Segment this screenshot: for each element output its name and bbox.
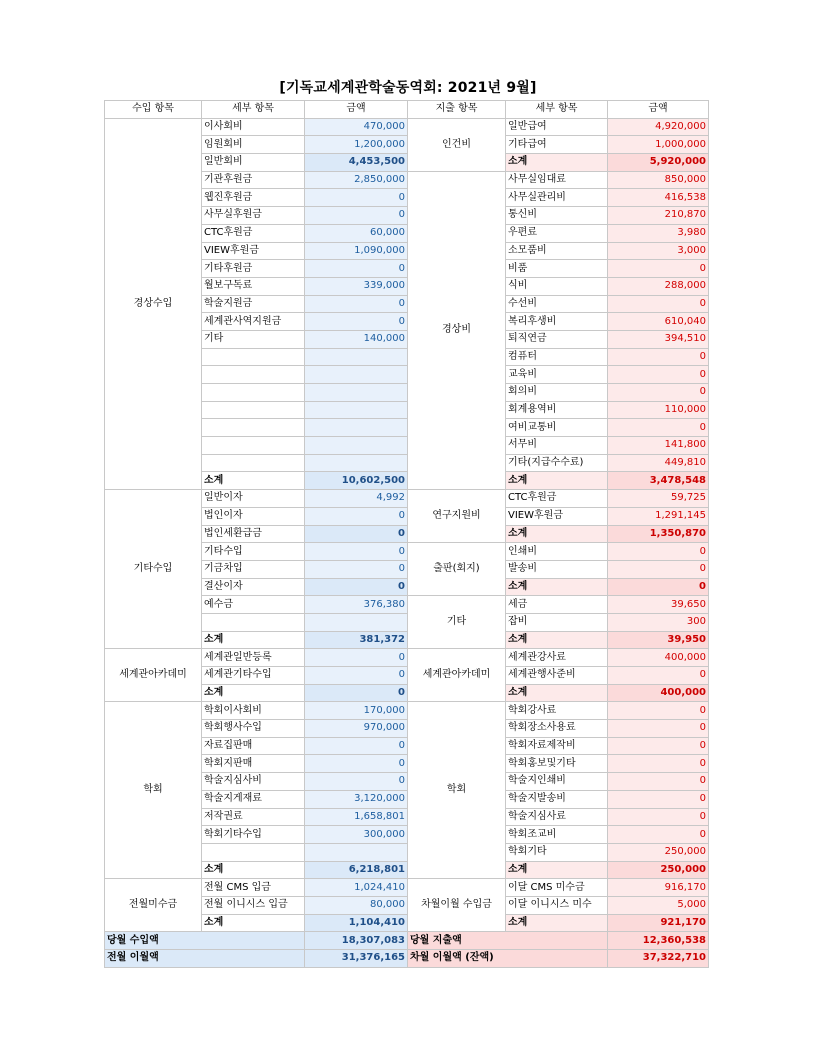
expense-amount: 916,170 [608,879,709,897]
expense-detail: 잡비 [506,613,608,631]
expense-detail: 소모품비 [506,242,608,260]
expense-amount: 141,800 [608,437,709,455]
income-detail: 웹진후원금 [202,189,305,207]
income-detail: 학회행사수입 [202,720,305,738]
income-amount [305,419,408,437]
income-detail: 기타후원금 [202,260,305,278]
expense-amount: 1,350,870 [608,525,709,543]
income-amount: 0 [305,578,408,596]
income-detail: 학술지심사비 [202,773,305,791]
income-detail: 소계 [202,472,305,490]
income-amount: 80,000 [305,896,408,914]
income-amount: 170,000 [305,702,408,720]
expense-amount: 394,510 [608,330,709,348]
income-detail [202,348,305,366]
income-detail: 학회이사회비 [202,702,305,720]
header-row [105,101,709,119]
expense-detail: 퇴직연금 [506,330,608,348]
income-detail: 세계관사역지원금 [202,313,305,331]
header-expense-category: 지출 항목 [408,101,506,119]
expense-detail: 학회조교비 [506,826,608,844]
expense-amount: 0 [608,260,709,278]
expense-detail: 우편료 [506,224,608,242]
income-amount: 0 [305,313,408,331]
expense-amount: 210,870 [608,207,709,225]
expense-amount: 59,725 [608,490,709,508]
expense-amount: 0 [608,578,709,596]
expense-amount: 0 [608,720,709,738]
budget-table [104,100,709,968]
expense-amount: 0 [608,702,709,720]
income-detail: 소계 [202,684,305,702]
expense-detail: 소계 [506,914,608,932]
income-detail [202,401,305,419]
expense-detail: 학술지인쇄비 [506,773,608,791]
expense-detail: 학회기타 [506,843,608,861]
income-amount: 1,658,801 [305,808,408,826]
income-amount: 60,000 [305,224,408,242]
expense-detail: 학회강사료 [506,702,608,720]
expense-amount: 0 [608,348,709,366]
expense-amount: 300 [608,613,709,631]
income-detail: 사무실후원금 [202,207,305,225]
expense-detail: 세계관강사료 [506,649,608,667]
expense-amount: 250,000 [608,843,709,861]
expense-amount: 1,291,145 [608,507,709,525]
income-detail: 소계 [202,914,305,932]
income-detail [202,454,305,472]
expense-detail: 소계 [506,525,608,543]
expense-detail: 소계 [506,154,608,172]
expense-amount: 5,920,000 [608,154,709,172]
income-amount: 1,090,000 [305,242,408,260]
expense-detail: 사무실관리비 [506,189,608,207]
expense-detail: 일반급여 [506,118,608,136]
expense-amount: 0 [608,808,709,826]
income-amount: 970,000 [305,720,408,738]
income-category: 경상수입 [105,118,202,489]
expense-amount: 850,000 [608,171,709,189]
expense-detail: 소계 [506,578,608,596]
income-amount: 0 [305,189,408,207]
expense-category: 기타 [408,596,506,649]
header-expense-detail: 세부 항목 [506,101,608,119]
income-detail: 기관후원금 [202,171,305,189]
income-amount: 0 [305,684,408,702]
page-title: [기독교세계관학술동역회: 2021년 9월] [279,80,537,96]
expense-detail: 기타급여 [506,136,608,154]
income-detail [202,419,305,437]
income-category: 세계관아카데미 [105,649,202,702]
expense-detail: 발송비 [506,560,608,578]
expense-detail: 서무비 [506,437,608,455]
expense-total-value: 12,360,538 [608,932,709,950]
income-amount: 470,000 [305,118,408,136]
table-row [105,702,709,720]
expense-amount: 0 [608,667,709,685]
income-detail [202,437,305,455]
expense-amount: 0 [608,384,709,402]
income-amount [305,613,408,631]
income-total-value: 31,376,165 [305,950,408,968]
income-detail: 법인이자 [202,507,305,525]
income-detail: 일반회비 [202,154,305,172]
expense-total-value: 37,322,710 [608,950,709,968]
income-detail: 세계관기타수입 [202,667,305,685]
expense-detail: 세계관행사준비 [506,667,608,685]
income-amount [305,437,408,455]
total-row [105,950,709,968]
income-amount [305,401,408,419]
income-detail: 결산이자 [202,578,305,596]
income-amount: 0 [305,773,408,791]
income-detail: 기타 [202,330,305,348]
income-amount: 0 [305,207,408,225]
expense-detail: 학회홍보및기타 [506,755,608,773]
income-detail: 임원회비 [202,136,305,154]
expense-detail: VIEW후원금 [506,507,608,525]
expense-amount: 921,170 [608,914,709,932]
expense-detail: 소계 [506,684,608,702]
income-detail: 일반이자 [202,490,305,508]
expense-amount: 0 [608,543,709,561]
expense-amount: 416,538 [608,189,709,207]
income-amount: 0 [305,667,408,685]
income-amount: 339,000 [305,277,408,295]
income-detail: 학술지게재료 [202,790,305,808]
expense-amount: 0 [608,790,709,808]
header-income-amount: 금액 [305,101,408,119]
income-detail: 기금차입 [202,560,305,578]
income-amount: 0 [305,295,408,313]
income-detail: 월보구독료 [202,277,305,295]
income-detail: 저작권료 [202,808,305,826]
income-amount: 0 [305,560,408,578]
income-detail: 자료집판매 [202,737,305,755]
table-row [105,879,709,897]
expense-amount: 39,950 [608,631,709,649]
expense-detail: 회계용역비 [506,401,608,419]
expense-detail: 복리후생비 [506,313,608,331]
income-amount: 0 [305,525,408,543]
income-detail [202,613,305,631]
expense-amount: 0 [608,419,709,437]
expense-amount: 250,000 [608,861,709,879]
income-detail [202,384,305,402]
income-total-label: 전월 이월액 [105,950,305,968]
expense-category: 세계관아카데미 [408,649,506,702]
expense-total-label: 당월 지출액 [408,932,608,950]
income-detail: 학회지판매 [202,755,305,773]
expense-detail: 회의비 [506,384,608,402]
expense-category: 학회 [408,702,506,879]
expense-amount: 5,000 [608,896,709,914]
income-amount: 1,024,410 [305,879,408,897]
expense-detail: 소계 [506,631,608,649]
income-category: 학회 [105,702,202,879]
expense-amount: 0 [608,366,709,384]
expense-total-label: 차월 이월액 (잔액) [408,950,608,968]
expense-detail: 학회자료제작비 [506,737,608,755]
header-expense-amount: 금액 [608,101,709,119]
expense-category: 연구지원비 [408,490,506,543]
table-row [105,490,709,508]
income-amount [305,843,408,861]
income-total-value: 18,307,083 [305,932,408,950]
expense-category: 차월이월 수입금 [408,879,506,932]
income-amount [305,348,408,366]
income-detail: 법인세환급금 [202,525,305,543]
header-income-detail: 세부 항목 [202,101,305,119]
expense-detail: 컴퓨터 [506,348,608,366]
income-amount: 0 [305,260,408,278]
expense-detail: 비품 [506,260,608,278]
income-amount: 300,000 [305,826,408,844]
expense-detail: 여비교통비 [506,419,608,437]
income-detail: 이사회비 [202,118,305,136]
income-category: 기타수입 [105,490,202,649]
table-row [105,118,709,136]
income-amount [305,454,408,472]
income-detail: 전월 이니시스 입금 [202,896,305,914]
income-amount: 381,372 [305,631,408,649]
income-amount: 2,850,000 [305,171,408,189]
income-amount: 1,104,410 [305,914,408,932]
income-amount: 0 [305,737,408,755]
expense-amount: 0 [608,773,709,791]
expense-amount: 0 [608,737,709,755]
income-category: 전월미수금 [105,879,202,932]
expense-detail: 교육비 [506,366,608,384]
income-detail: 학회기타수입 [202,826,305,844]
expense-detail: 인쇄비 [506,543,608,561]
expense-amount: 400,000 [608,684,709,702]
expense-amount: 1,000,000 [608,136,709,154]
expense-amount: 610,040 [608,313,709,331]
income-amount: 6,218,801 [305,861,408,879]
expense-detail: 통신비 [506,207,608,225]
income-detail: 세계관일반등록 [202,649,305,667]
expense-amount: 3,000 [608,242,709,260]
income-detail [202,843,305,861]
expense-amount: 0 [608,755,709,773]
income-amount: 0 [305,755,408,773]
income-amount: 0 [305,649,408,667]
income-detail [202,366,305,384]
income-amount [305,366,408,384]
expense-amount: 3,478,548 [608,472,709,490]
expense-amount: 4,920,000 [608,118,709,136]
income-detail: 전월 CMS 입금 [202,879,305,897]
expense-detail: 소계 [506,861,608,879]
expense-detail: 학술지발송비 [506,790,608,808]
expense-detail: 기타(지급수수료) [506,454,608,472]
expense-amount: 288,000 [608,277,709,295]
expense-amount: 0 [608,295,709,313]
income-amount: 0 [305,543,408,561]
expense-detail: 수선비 [506,295,608,313]
expense-detail: 세금 [506,596,608,614]
expense-amount: 39,650 [608,596,709,614]
income-total-label: 당월 수입액 [105,932,305,950]
income-amount: 376,380 [305,596,408,614]
expense-amount: 0 [608,560,709,578]
income-amount: 1,200,000 [305,136,408,154]
income-amount: 4,453,500 [305,154,408,172]
expense-amount: 0 [608,826,709,844]
income-detail: 소계 [202,861,305,879]
total-row [105,932,709,950]
expense-detail: CTC후원금 [506,490,608,508]
expense-detail: 학회장소사용료 [506,720,608,738]
income-detail: 학술지원금 [202,295,305,313]
expense-category: 경상비 [408,171,506,489]
expense-category: 출판(회지) [408,543,506,596]
income-detail: 소계 [202,631,305,649]
income-detail: 기타수입 [202,543,305,561]
income-amount: 0 [305,507,408,525]
income-amount [305,384,408,402]
expense-amount: 449,810 [608,454,709,472]
income-amount: 4,992 [305,490,408,508]
income-detail: VIEW후원금 [202,242,305,260]
income-amount: 10,602,500 [305,472,408,490]
expense-amount: 110,000 [608,401,709,419]
expense-detail: 이달 CMS 미수금 [506,879,608,897]
table-row [105,649,709,667]
expense-amount: 3,980 [608,224,709,242]
expense-detail: 학술지심사료 [506,808,608,826]
expense-category: 인건비 [408,118,506,171]
expense-amount: 400,000 [608,649,709,667]
expense-detail: 소계 [506,472,608,490]
header-income-category: 수입 항목 [105,101,202,119]
income-detail: CTC후원금 [202,224,305,242]
expense-detail: 이달 이니시스 미수 [506,896,608,914]
income-amount: 3,120,000 [305,790,408,808]
expense-detail: 식비 [506,277,608,295]
income-detail: 예수금 [202,596,305,614]
expense-detail: 사무실임대료 [506,171,608,189]
income-amount: 140,000 [305,330,408,348]
